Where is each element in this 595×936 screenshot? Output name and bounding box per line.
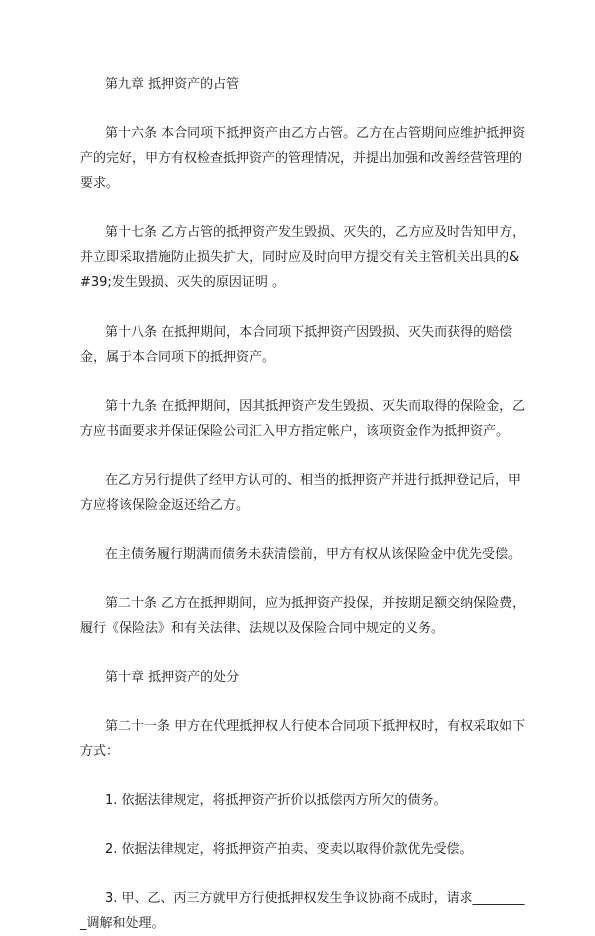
document-page	[80, 72, 530, 936]
article-21-item-2: 2. 依据法律规定，将抵押资产拍卖、变卖以取得价款优先受偿。	[105, 842, 473, 857]
article-21-item-3: 3. 甲、乙、丙三方就甲方行使抵押权发生争议协商不成时，请求_________调解和处理。	[80, 891, 525, 931]
paragraph-gap	[80, 97, 530, 121]
paragraph-gap	[80, 813, 530, 837]
chapter-heading-10: 第十章 抵押资产的处分	[105, 670, 240, 685]
article-19-priority-clause: 在主债务履行期满而债务未获清偿前，甲方有权从该保险金中优先受偿。	[105, 547, 522, 562]
article-19: 第十九条 在抵押期间，因其抵押资产发生毁损、灭失而取得的保险金，乙方应书面要求并保证保险公司汇入甲方指定帐户，该项资金作为抵押资产。	[80, 399, 526, 439]
paragraph-gap	[80, 764, 530, 788]
article-21: 第二十一条 甲方在代理抵押权人行使本合同项下抵押权时，有权采取如下方式：	[80, 719, 526, 759]
article-18: 第十八条 在抵押期间，本合同项下抵押资产因毁损、灭失而获得的赔偿金，属于本合同项下的抵押资产。	[80, 325, 513, 365]
article-20: 第二十条 乙方在抵押期间，应为抵押资产投保，并按期足额交纳保险费，履行《保险法》和有关法律、法规以及保险合同中规定的义务。	[80, 596, 526, 636]
article-21-item-1: 1. 依据法律规定，将抵押资产折价以抵偿丙方所欠的债务。	[105, 793, 447, 808]
article-17: 第十七条 乙方占管的抵押资产发生毁损、灭失的，乙方应及时告知甲方，并立即采取措施防止损失扩大，同时应及时向甲方提交有关主管机关出具的&#39;发生毁损、灭失的原因证明 。	[80, 225, 526, 290]
paragraph-gap	[80, 862, 530, 886]
paragraph-gap	[80, 567, 530, 591]
article-19-return-clause: 在乙方另行提供了经甲方认可的、相当的抵押资产并进行抵押登记后，甲方应将该保险金返还给乙方。	[80, 473, 522, 513]
chapter-heading-9: 第九章 抵押资产的占管	[105, 77, 240, 92]
article-16: 第十六条 本合同项下抵押资产由乙方占管。乙方在占管期间应维护抵押资产的完好，甲方有权检查抵押资产的管理情况，并提出加强和改善经营管理的要求。	[80, 126, 526, 191]
paragraph-gap	[80, 641, 530, 665]
paragraph-gap	[80, 196, 530, 220]
paragraph-gap	[80, 690, 530, 714]
paragraph-gap	[80, 370, 530, 394]
paragraph-gap	[80, 295, 530, 320]
paragraph-gap	[80, 518, 530, 542]
paragraph-gap	[80, 444, 530, 468]
